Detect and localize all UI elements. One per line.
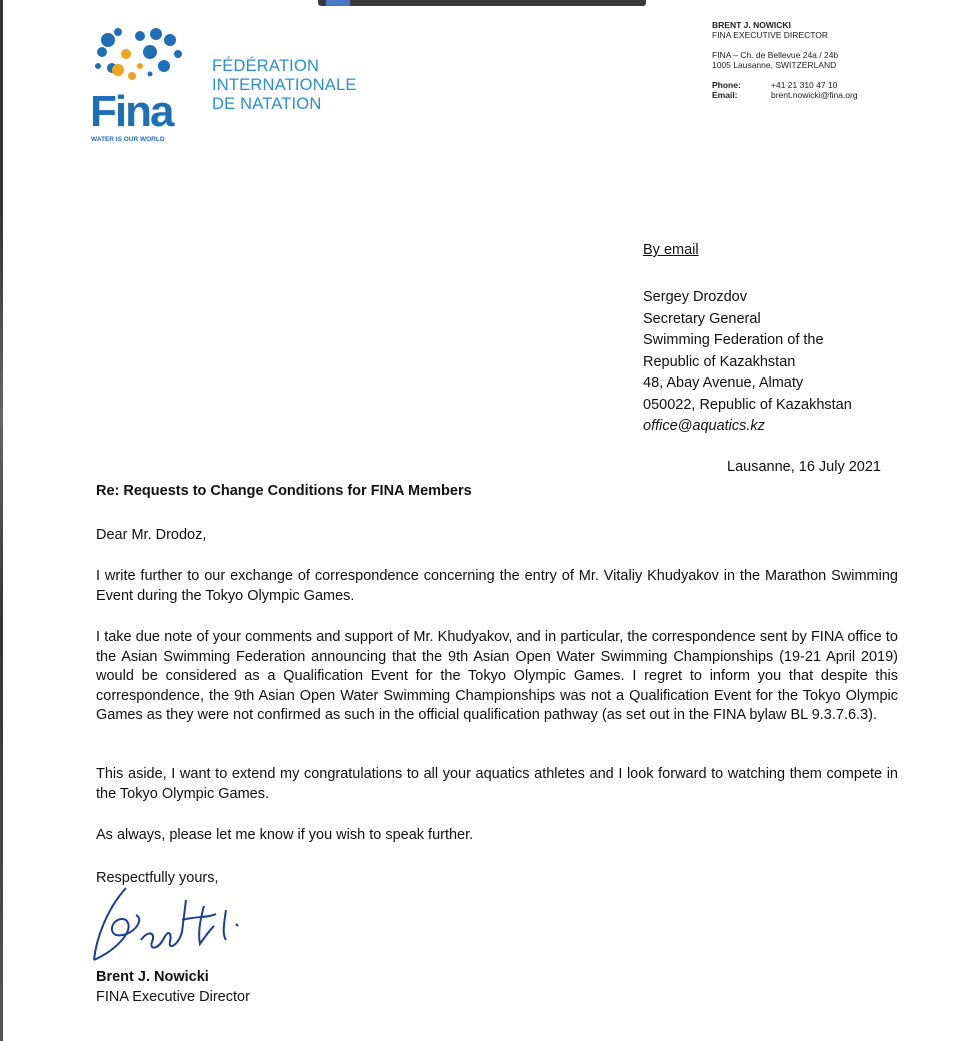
recipient-line: Swimming Federation of the bbox=[643, 332, 824, 348]
globe-logo-icon bbox=[88, 26, 198, 144]
window-edge bbox=[0, 0, 3, 1041]
toolbar-button[interactable] bbox=[326, 0, 350, 6]
sender-block bbox=[712, 20, 858, 100]
email-row bbox=[712, 90, 858, 100]
sender-address-line: 1005 Lausanne, SWITZERLAND bbox=[712, 60, 837, 70]
signer-name: Brent J. Nowicki bbox=[96, 969, 209, 985]
phone-label: Phone: bbox=[712, 80, 741, 90]
recipient-line: 48, Abay Avenue, Almaty bbox=[643, 375, 804, 391]
org-line: DE NATATION bbox=[212, 95, 322, 113]
wordmark: Fina bbox=[90, 87, 173, 136]
handwritten-signature bbox=[86, 880, 256, 970]
phone-row bbox=[712, 80, 858, 90]
body-paragraph: This aside, I want to extend my congratulations to all your aquatics athletes and I look forward to watching them compete in the Tokyo Olympic Games. bbox=[96, 766, 898, 802]
closing: Respectfully yours, bbox=[96, 870, 219, 886]
sender-address-line: FINA – Ch. de Bellevue 24a / 24b bbox=[712, 50, 839, 60]
recipient-address bbox=[643, 287, 852, 438]
recipient-line: Sergey Drozdov bbox=[643, 289, 747, 305]
body-paragraph: As always, please let me know if you wish to speak further. bbox=[96, 827, 474, 843]
recipient-email: office@aquatics.kz bbox=[643, 418, 765, 434]
body-paragraph: I write further to our exchange of correspondence concerning the entry of Mr. Vitaliy Khudyakov in the Marathon Swimming Event during the Tokyo Olympic Games. bbox=[96, 568, 898, 604]
letter-date: Lausanne, 16 July 2021 bbox=[727, 459, 881, 475]
email-label: Email: bbox=[712, 90, 738, 100]
org-line: INTERNATIONALE bbox=[212, 76, 357, 94]
email-value: brent.nowicki@fina.org bbox=[771, 90, 858, 100]
sender-title: FINA EXECUTIVE DIRECTOR bbox=[712, 30, 829, 40]
organization-name bbox=[212, 57, 357, 114]
signer-title: FINA Executive Director bbox=[96, 989, 250, 1005]
salutation: Dear Mr. Drodoz, bbox=[96, 527, 207, 543]
viewer-toolbar[interactable] bbox=[318, 0, 646, 6]
sender-name: BRENT J. NOWICKI bbox=[712, 20, 791, 30]
recipient-line: Republic of Kazakhstan bbox=[643, 353, 796, 370]
tagline: WATER IS OUR WORLD bbox=[91, 136, 165, 143]
body-paragraph: I take due note of your comments and support of Mr. Khudyakov, and in particular, the correspondence sent by FINA office to the Asian Swimming Federation announcing that the 9th Asian Open Water Swimming Championships (19-21 April 2019) would be considered as a Qualification Event for the Tokyo Olympic Games. I regret to inform you that despite this correspondence, the 9th Asian Open Water Swimming Championships was not a Qualification Event for the Tokyo Olympic Games as they were not confirmed as such in the official qualification pathway (as set out in the FINA bylaw BL 9.3.7.6.3). bbox=[96, 629, 898, 723]
delivery-method: By email bbox=[643, 242, 699, 258]
recipient-line: 050022, Republic of Kazakhstan bbox=[643, 396, 852, 413]
phone-value: +41 21 310 47 10 bbox=[771, 80, 838, 90]
letter-subject: Re: Requests to Change Conditions for FINA Members bbox=[96, 483, 472, 499]
recipient-line: Secretary General bbox=[643, 310, 761, 327]
fina-logo bbox=[88, 26, 198, 144]
org-line: FÉDÉRATION bbox=[212, 57, 320, 75]
